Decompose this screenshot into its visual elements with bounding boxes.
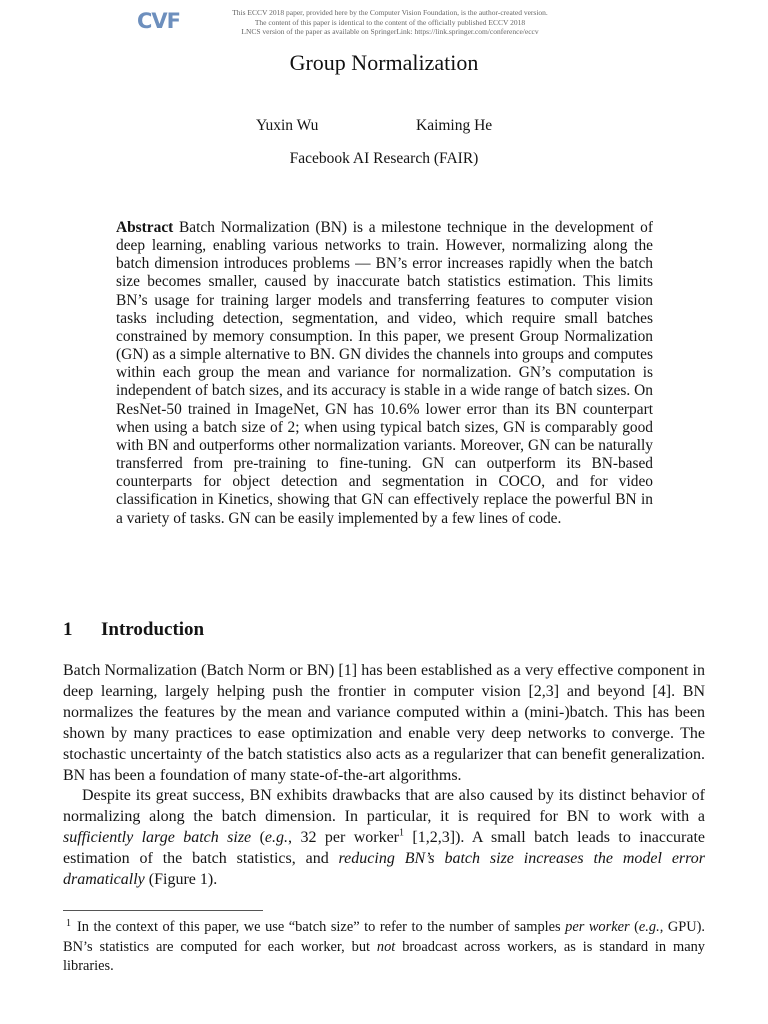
footnote-mark: 1 xyxy=(66,918,71,929)
text-run: In the context of this paper, we use “batch size” to refer to the number of samples xyxy=(77,919,566,935)
footnote xyxy=(63,914,705,977)
text-run: ( xyxy=(629,919,639,935)
copyright-notice xyxy=(190,8,590,37)
emphasis: not xyxy=(376,938,396,955)
footnote-ref[interactable]: 1 xyxy=(399,827,405,839)
text-run: broadcast across workers, as is standard in many libraries. xyxy=(63,938,705,975)
text-run: , 32 per worker xyxy=(288,829,400,847)
author-name: Yuxin Wu xyxy=(256,117,319,134)
cvf-logo: CVF xyxy=(137,9,181,33)
section-heading xyxy=(63,619,204,641)
emphasis: e.g. xyxy=(264,829,289,847)
section-title: Introduction xyxy=(101,619,205,640)
notice-line: This ECCV 2018 paper, provided here by the Computer Vision Foundation, is the author-created version. xyxy=(232,8,548,17)
text-run: , GPU). BN’s statistics are computed for each worker, but xyxy=(63,919,705,955)
paragraph: Batch Normalization (Batch Norm or BN) [1] has been established as a very effective component in deep learning, largely helping push the frontier in computer vision [2,3] and beyond [4]. BN normalizes the features by the mean and variance computed within a (mini-)batch. This has been shown by many practices to ease optimization and enable very deep networks to converge. The stochastic uncertainty of the batch statistics also acts as a regularizer that can benefit generalization. BN has been a foundation of many state-of-the-art algorithms. xyxy=(63,662,705,784)
emphasis: per worker xyxy=(565,919,630,935)
text-run: [1,2,3]). A small batch leads to inaccurate estimation of the batch statistics, and xyxy=(63,829,706,868)
text-run: (Figure 1). xyxy=(144,871,218,889)
paper-title: Group Normalization xyxy=(289,50,479,75)
text-run: Despite its great success, BN exhibits drawbacks that are also caused by its distinct behavior of normalizing along the batch dimension. In particular, it is required for BN to work with a xyxy=(63,787,705,826)
section-body xyxy=(63,661,705,891)
affiliation: Facebook AI Research (FAIR) xyxy=(289,150,479,167)
section-number: 1 xyxy=(63,619,73,640)
emphasis: sufficiently large batch size xyxy=(63,829,252,847)
notice-line: The content of this paper is identical to the content of the officially published ECCV 2018 xyxy=(254,17,526,27)
emphasis: reducing BN’s batch size increases the model error dramatically xyxy=(63,850,705,889)
author-name: Kaiming He xyxy=(416,117,493,134)
notice-line: LNCS version of the paper as available on SpringerLink: https://link.springer.com/conference/eccv xyxy=(241,27,539,37)
emphasis: e.g. xyxy=(638,919,660,935)
text-run: ( xyxy=(251,829,265,847)
paragraph xyxy=(63,786,705,891)
abstract-label: Abstract xyxy=(116,219,174,236)
footnote-rule xyxy=(63,910,263,911)
abstract-text: Batch Normalization (BN) is a milestone technique in the development of deep learning, enabling various networks to train. However, normalizing along the batch dimension introduces problems — BN’s error increases rapidly when the batch size becomes smaller, caused by inaccurate batch statistics estimation. This limits BN’s usage for training larger models and transferring features to computer vision tasks including detection, segmentation, and video, which require small batches constrained by memory consumption. In this paper, we present Group Normalization (GN) as a simple alternative to BN. GN divides the channels into groups and computes within each group the mean and variance for normalization. GN’s computation is independent of batch sizes, and its accuracy is stable in a wide range of batch sizes. On ResNet-50 trained in ImageNet, GN has 10.6% lower error than its BN counterpart when using a batch size of 2; when using typical batch sizes, GN is comparably good with BN and outperforms other normalization variants. Moreover, GN can be naturally transferred from pre-training to fine-tuning. GN can outperform its BN-based counterparts for object detection and segmentation in COCO, and for video classification in Kinetics, showing that GN can effectively replace the powerful BN in a variety of tasks. GN can be easily implemented by a few lines of code. xyxy=(116,219,653,527)
abstract xyxy=(116,219,653,528)
